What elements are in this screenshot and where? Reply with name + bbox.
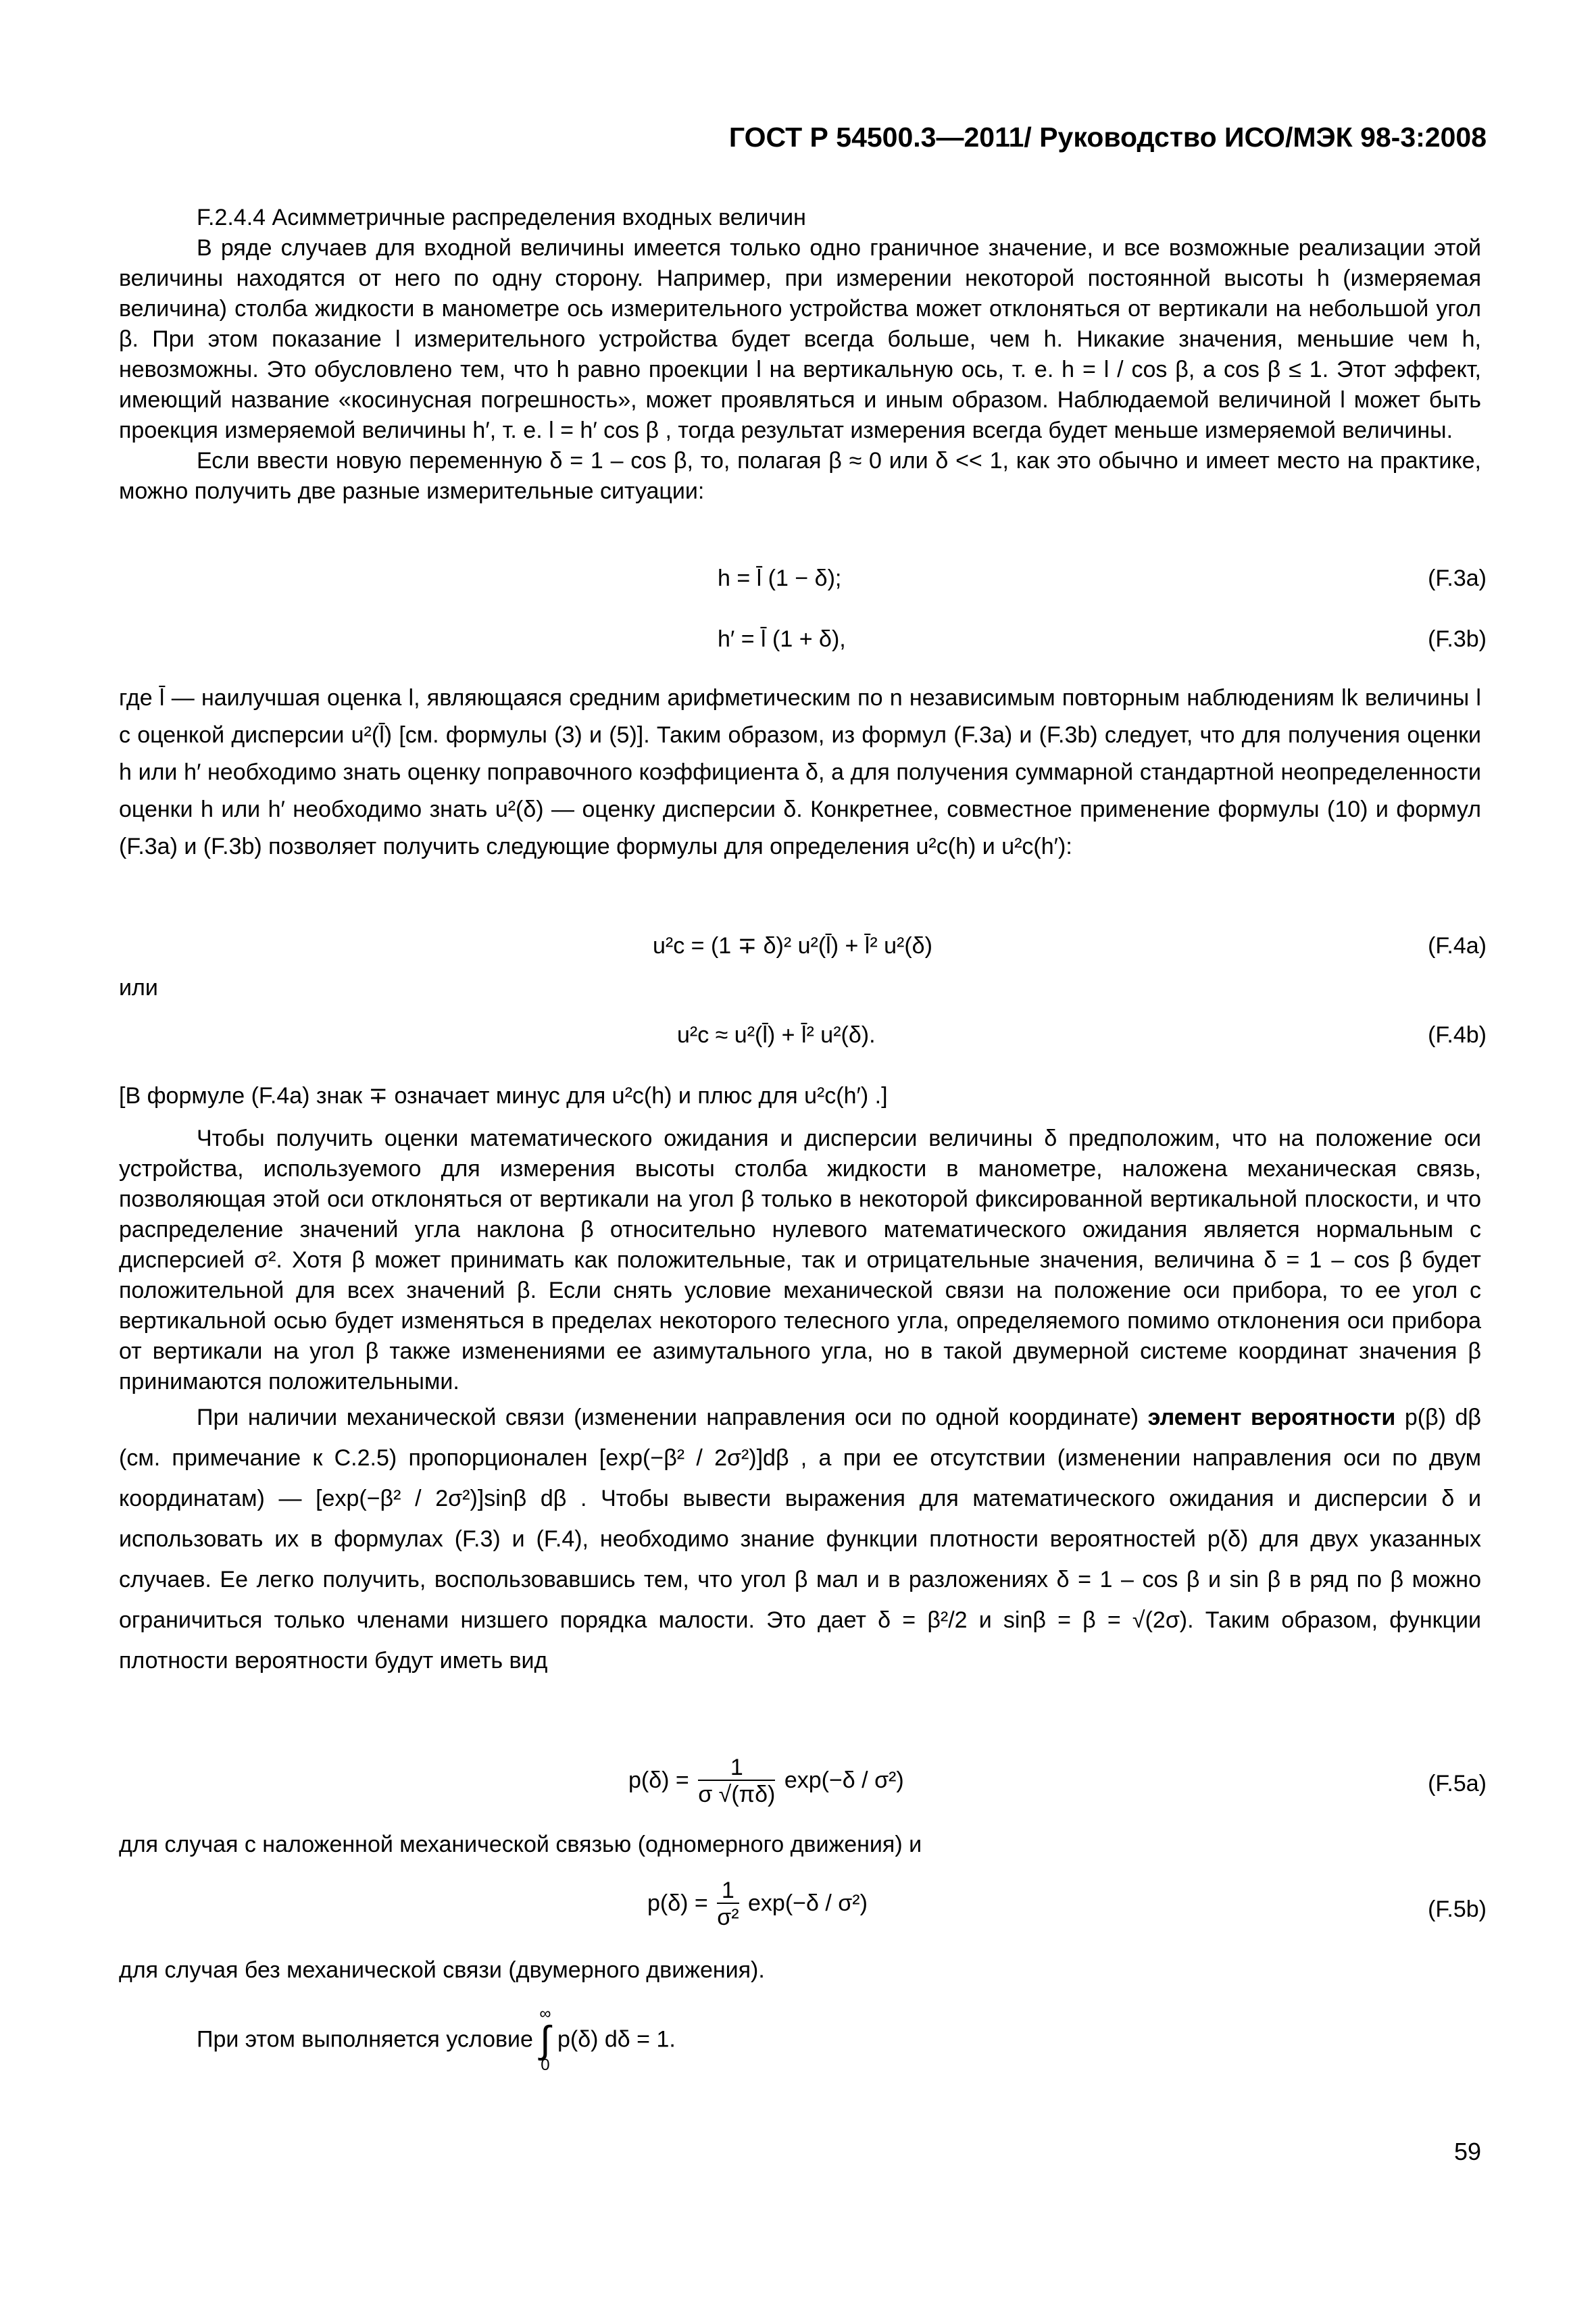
paragraph-4: [В формуле (F.4a) знак ∓ означает минус для u²c(h) и плюс для u²c(h′) .] [119,1083,888,1109]
integral-expression: p(δ) dδ = 1. [557,2026,676,2053]
section-block-1 [119,203,1481,507]
section-block-4 [119,1830,1481,1860]
equation-f5a-fraction [698,1755,775,1808]
paragraph-9-text: При этом выполняется условие [197,2026,533,2053]
section-block-3 [119,1081,1481,1681]
paragraph-2: Если ввести новую переменную δ = 1 – cos β, то, полагая β ≈ 0 или δ << 1, как это обычно и имеет место на практике, можно получить две разные измерительные ситуации: [119,448,1481,504]
paragraph-1: В ряде случаев для входной величины имеется только одно граничное значение, и все возможные реализации этой величины находятся от него по одну сторону. Например, при измерении некоторой постоянной высоты h (измеряемая величина) столба жидкости в манометре ось измерительного устройства может отклоняться от вертикали на небольшой угол β. При этом показание l измерительного устройства будет всегда больше, чем h. Никакие значения, меньшие чем h, невозможны. Это обусловлено тем, что h равно проекции l на вертикальную ось, т. е. h = l / cos β, а cos β ≤ 1. Этот эффект, имеющий название «косинусная погрешность», может проявляться и иным образом. Наблюдаемой величиной l может быть проекция измеряемой величины h′, т. е. l = h′ cos β , тогда результат измерения всегда будет меньше измеряемой величины. [119,235,1481,443]
paragraph-3: где l̄ — наилучшая оценка l, являющаяся средним арифметическим по n независимым повторным наблюдениям lk величины l с оценкой дисперсии u²(l̄) [см. формулы (3) и (5)]. Таким образом, из формул (F.3a) и (F.3b) следует, что для получения оценки h или h′ необходимо знать оценку поправочного коэффициента δ, а для получения суммарной стандартной неопределенности оценки h или h′ необходимо знать u²(δ) — оценку дисперсии δ. Конкретнее, совместное применение формулы (10) и формул (F.3a) и (F.3b) позволяет получить следующие формулы для определения u²c(h) и u²c(h′): [119,685,1481,859]
integral-symbol: ∫ [540,2018,551,2061]
integral-sign [539,2005,551,2074]
integral-upper-limit: ∞ [539,2005,551,2023]
document-header: ГОСТ Р 54500.3—2011/ Руководство ИСО/МЭК 98-3:2008 [728,122,1487,153]
equation-f5b-fraction [717,1878,739,1931]
paragraph-6-lead: При наличии механической связи (изменении направления оси по одной координате) [197,1405,1139,1430]
equation-f5a-numerator: 1 [698,1755,775,1781]
paragraph-6 [119,1397,1481,1681]
section-block-5 [119,1955,1481,1986]
equation-f3a: h = l̄ (1 − δ); [718,565,842,591]
equation-tag-f3a: (F.3a) [1428,565,1487,591]
equation-f5a [628,1755,904,1808]
equation-tag-f3b: (F.3b) [1428,626,1487,652]
page-number: 59 [1453,2138,1481,2165]
or-word: или [119,975,158,1001]
equation-f5b-numerator: 1 [717,1878,739,1904]
equation-f5b-rhs: exp(−δ / σ²) [748,1890,868,1916]
equation-f5a-rhs: exp(−δ / σ²) [784,1767,904,1793]
section-heading: F.2.4.4 Асимметричные распределения входных величин [197,205,806,230]
equation-f5a-denominator: σ √(πδ) [698,1782,776,1807]
section-block-2 [119,680,1481,865]
equation-f5b [647,1878,868,1931]
paragraph-7: для случая с наложенной механической связью (одномерного движения) и [119,1832,922,1857]
equation-f5a-lhs: p(δ) = [628,1767,689,1793]
paragraph-6-term: элемент вероятности [1147,1405,1396,1430]
paragraph-8: для случая без механической связи (двумерного движения). [119,1957,765,1983]
equation-f3b: h′ = l̄ (1 + δ), [718,626,846,652]
paragraph-6-rest: p(β) dβ (см. примечание к С.2.5) пропорционален [exp(−β² / 2σ²)]dβ , а при ее отсутствии (изменении направления оси по двум координатам) — [exp(−β² / 2σ²)]sinβ dβ . Чтобы вывести выражения для математического ожидания и дисперсии δ и использовать их в формулах (F.3) и (F.4), необходимо знание функции плотности вероятностей p(δ) для двух указанных случаев. Ее легко получить, воспользовавшись тем, что угол β мал и в разложениях δ = 1 – cos β и sin β в ряд по β можно ограничиться только членами низшего порядка малости. Это дает δ = β²/2 и sinβ = β = √(2σ). Таким образом, функции плотности вероятности будут иметь вид [119,1405,1481,1674]
equation-tag-f4b: (F.4b) [1428,1022,1487,1048]
equation-tag-f5b: (F.5b) [1428,1896,1487,1922]
equation-f5b-denominator: σ² [717,1905,739,1930]
integral-lower-limit: 0 [541,2056,550,2074]
equation-normalization [197,2005,676,2074]
paragraph-5: Чтобы получить оценки математического ожидания и дисперсии величины δ предположим, что на положение оси устройства, используемого для измерения высоты столба жидкости в манометре, наложена механическая связь, позволяющая этой оси отклоняться от вертикали на угол β только в некоторой фиксированной вертикальной плоскости, и что распределение значений угла наклона β относительно нулевого математического ожидания является нормальным с дисперсией σ². Хотя β может принимать как положительные, так и отрицательные значения, величина δ = 1 – cos β будет положительной для всех значений β. Если снять условие механической связи на положение оси прибора, то ее угол с вертикальной осью будет изменяться в пределах некоторого телесного угла, определяемого помимо отклонения оси прибора от вертикали на угол β также изменениями ее азимутального угла, но в такой двумерной системе координат значения β принимаются положительными. [119,1126,1481,1394]
equation-tag-f4a: (F.4a) [1428,933,1487,959]
equation-tag-f5a: (F.5a) [1428,1771,1487,1796]
equation-f4a: u²c = (1 ∓ δ)² u²(l̄) + l̄² u²(δ) [653,933,932,959]
equation-f5b-lhs: p(δ) = [647,1890,708,1916]
equation-f4b: u²c ≈ u²(l̄) + l̄² u²(δ). [677,1022,876,1048]
